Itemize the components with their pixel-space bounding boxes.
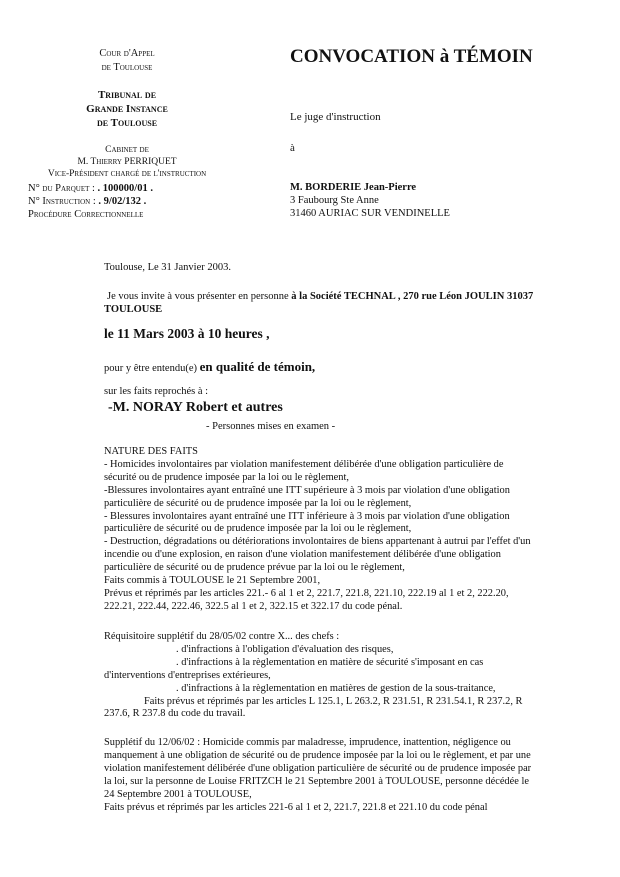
recipient-name: M. BORDERIE Jean-Pierre — [290, 182, 417, 193]
nature-line: particulière de sécurité ou de prudence imposée par la loi ou le règlement, — [104, 523, 412, 535]
requisitoire-section — [104, 631, 589, 721]
cabinet-role: Vice-Président chargé de l'instruction — [47, 169, 207, 179]
suppletif-line: violation manifestement délibérée d'une obligation particulière de sécurité ou de prudence imposée par — [104, 762, 532, 774]
tribunal-line-3: de Toulouse — [96, 117, 158, 129]
nature-faits-section — [104, 446, 589, 614]
nature-line: particulière de sécurité ou de prudence imposée par la loi ou le règlement, — [104, 497, 412, 509]
nature-line: - Homicides involontaires par violation manifestement délibérée d'une obligation particulière de — [104, 458, 504, 470]
suppletif-section — [104, 737, 589, 814]
tribunal-block — [42, 88, 212, 130]
requisitoire-line: Réquisitoire supplétif du 28/05/02 contre X... des chefs : — [104, 631, 340, 642]
nature-line: Faits commis à TOULOUSE le 21 Septembre 2001, — [104, 575, 321, 587]
suppletif-line: la loi, sur la personne de Louise FRITZCH le 21 Septembre 2001 à TOULOUSE, personne décédée le — [104, 775, 529, 787]
invitation-paragraph — [104, 290, 534, 316]
quality-lead: pour y être entendu(e) — [104, 363, 200, 374]
quality-value: en qualité de témoin, — [199, 359, 316, 374]
suppletif-line: Supplétif du 12/06/02 : Homicide commis par maladresse, imprudence, inattention, négligence ou — [104, 737, 511, 748]
cour-appel-city: de Toulouse — [101, 62, 153, 73]
requisitoire-articles: Faits prévus et réprimés par les articles L 125.1, L 263.2, R 231.51, R 231.54.1, R 237.2, R — [144, 695, 523, 707]
suppletif-line: manquement à une obligation de sécurité ou de prudence imposée par la loi ou le règlement, et par une — [104, 749, 531, 761]
facts-intro: sur les faits reprochés à : — [104, 386, 209, 397]
recipient-city: 31460 AURIAC SUR VENDINELLE — [290, 208, 450, 219]
parquet-value: . 100000/01 . — [97, 183, 153, 194]
requisitoire-item-continued: d'interventions d'entreprises extérieures, — [104, 669, 271, 681]
invitation-place-city: TOULOUSE — [104, 304, 163, 315]
requisitoire-item: . d'infractions à l'obligation d'évaluation des risques, — [176, 643, 394, 655]
appointment-datetime: le 11 Mars 2003 à 10 heures , — [104, 326, 270, 341]
nature-line: -Blessures involontaires ayant entraîné une ITT supérieure à 3 mois par violation d'une obligation — [104, 484, 510, 496]
requisitoire-item: . d'infractions à la règlementation en matières de gestion de la sous-traitance, — [176, 682, 496, 694]
procedure-type: Procédure Correctionnelle — [28, 209, 144, 220]
instruction-label: N° Instruction : — [28, 196, 96, 207]
nature-heading: NATURE DES FAITS — [104, 446, 198, 457]
to-line: à — [290, 142, 295, 154]
invitation-place: à la Société TECHNAL , 270 rue Léon JOULIN 31037 — [291, 291, 534, 302]
instruction-ref — [28, 195, 153, 208]
requisitoire-item: . d'infractions à la règlementation en matière de sécurité s'imposant en cas — [176, 656, 484, 668]
cabinet-judge: M. Thierry PERRIQUET — [77, 157, 177, 167]
parquet-label: N° du Parquet : — [28, 183, 95, 194]
sender-line: Le juge d'instruction — [290, 111, 381, 123]
tribunal-line-1: Tribunal de — [97, 89, 157, 101]
suppletif-line: 24 Septembre 2001 à TOULOUSE, — [104, 788, 252, 800]
quality-line — [104, 358, 315, 376]
date-line: Toulouse, Le 31 Janvier 2003. — [104, 262, 231, 273]
nature-line: sécurité ou de prudence imposée par la loi ou le règlement, — [104, 471, 349, 483]
document-title: CONVOCATION à TÉMOIN — [290, 46, 533, 67]
nature-line: incendie ou d'une explosion, en raison d'une violation manifestement délibérée d'une obligation — [104, 549, 501, 561]
accused-name: -M. NORAY Robert et autres — [108, 400, 283, 415]
references-block — [28, 182, 153, 221]
parquet-ref — [28, 182, 153, 195]
nature-line: particulière de sécurité ou de prudence prévue par la loi ou le règlement, — [104, 562, 405, 574]
instruction-value: . 9/02/132 . — [98, 196, 147, 207]
invitation-lead: Je vous invite à vous présenter en personne — [107, 291, 292, 302]
nature-line: Prévus et réprimés par les articles 221.- 6 al 1 et 2, 221.7, 221.8, 221.10, 222.19 al 1 et 2, 222.20, — [104, 587, 509, 599]
recipient-street: 3 Faubourg Ste Anne — [290, 195, 379, 206]
cour-appel-line: Cour d'Appel — [99, 48, 155, 59]
suppletif-line: Faits prévus et réprimés par les articles 221-6 al 1 et 2, 221.7, 221.8 et 221.10 du code pénal — [104, 801, 488, 813]
nature-line: 222.21, 222.44, 222.46, 322.5 al 1 et 2, 322.15 et 322.17 du code pénal. — [104, 600, 403, 612]
cabinet-line-1: Cabinet de — [105, 145, 149, 155]
nature-line: - Destruction, dégradations ou détériorations involontaires de biens appartenant à autrui par l'effet d'un — [104, 536, 531, 548]
cabinet-block — [32, 144, 222, 180]
cour-appel-block — [42, 47, 212, 75]
tribunal-line-2: Grande Instance — [86, 103, 168, 115]
accused-note: - Personnes mises en examen - — [206, 421, 336, 432]
recipient-block — [290, 181, 450, 220]
requisitoire-articles-continued: 237.6, R 237.8 du code du travail. — [104, 708, 246, 720]
nature-line: - Blessures involontaires ayant entraîné une ITT inférieure à 3 mois par violation d'une obligation — [104, 510, 510, 522]
